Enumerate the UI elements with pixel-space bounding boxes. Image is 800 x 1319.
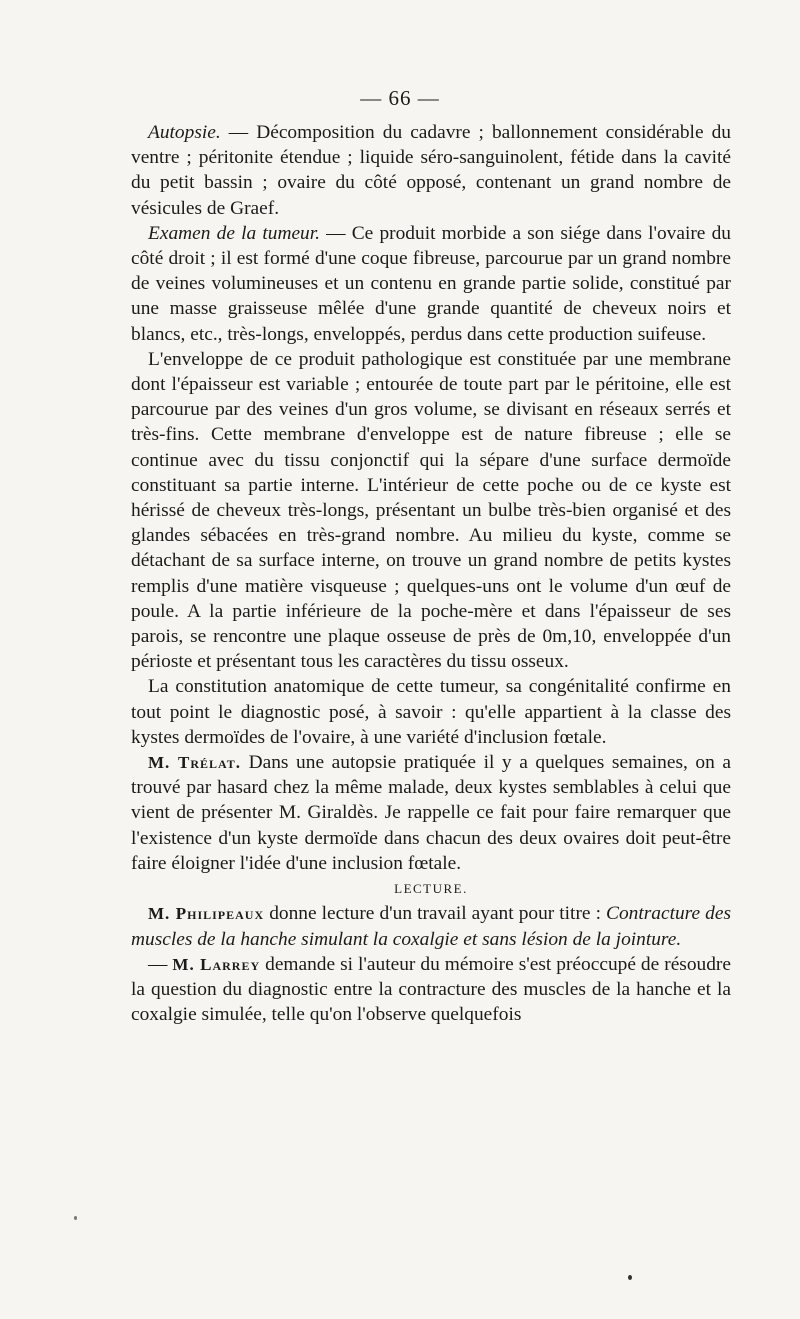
work-title: Contracture des muscles de la hanche simulant la coxalgie et sans lésion de la jointure. [131,903,731,950]
philipeaux-text: donne lecture d'un travail ayant pour titre : [264,903,607,925]
ink-speck [74,1216,77,1220]
autopsy-text: — Décomposition du cadavre ; ballonnement considérable du ventre ; péritonite étendue ; liquide séro-sanguinolent, fétide dans la cavité du petit bassin ; ovaire du côté opposé, contenant un grand nombre de vésicules de Graef. [131,122,731,219]
paragraph-constitution: La constitution anatomique de cette tumeur, sa congénitalité confirme en tout point le diagnostic posé, à savoir : qu'elle appartient à la classe des kystes dermoïdes de l'ovaire, à une variété d'inclusion fœtale. [131,676,731,748]
body-text [131,120,731,1027]
paragraph-philipeaux [131,901,731,951]
autopsy-label: Autopsie. [148,122,221,143]
tumor-exam-text: — Ce produit morbide a son siége dans l'ovaire du côté droit ; il est formé d'une coque fibreuse, parcourue par un grand nombre de veines volumineuses et un contenu en grande partie solide, constitué par une masse graisseuse mêlée d'une grande quantité de cheveux noirs et blancs, etc., très-longs, enveloppés, perdus dans cette production suifeuse. [131,222,731,345]
section-heading-lecture: LECTURE. [394,881,468,897]
paragraph-trelat [131,750,731,876]
tumor-exam-label: Examen de la tumeur. [148,222,320,244]
speaker-larrey: M. Larrey [172,954,261,974]
trelat-text: Dans une autopsie pratiquée il y a quelques semaines, on a trouvé par hasard chez la même malade, deux kystes semblables à celui que vient de présenter M. Giraldès. Je rappelle ce fait pour faire remarquer que l'existence d'un kyste dermoïde dans chacun des deux ovaires doit peut-être faire éloigner l'idée d'une inclusion fœtale. [131,752,732,874]
paragraph-autopsy [131,120,731,221]
paragraph-larrey [131,952,731,1028]
speaker-trelat: M. Trélat. [148,753,242,773]
ink-speck [628,1275,632,1280]
paragraph-tumor-exam [131,221,731,347]
page-number: — 66 — [360,86,440,110]
paragraph-envelope: L'enveloppe de ce produit pathologique est constituée par une membrane dont l'épaisseur est variable ; entourée de toute part par le péritoine, elle est parcourue par des veines d'un gros volume, se divisant en réseaux serrés et très-fins. Cette membrane d'enveloppe est de nature fibreuse ; elle se continue avec du tissu conjonctif qui la sépare d'une surface dermoïde constituant sa partie interne. L'intérieur de cette poche ou de ce kyste est hérissé de cheveux très-longs, présentant un bulbe très-bien organisé et des glandes sébacées en très-grand nombre. Au milieu du kyste, comme se détachant de sa surface interne, on trouve un grand nombre de petits kystes remplis d'une matière visqueuse ; quelques-uns ont le volume d'un œuf de poule. A la partie inférieure de la poche-mère et dans l'épaisseur de ses parois, se rencontre une plaque osseuse de près de 0m,10, enveloppée d'un périoste et présentant tous les caractères du tissu osseux. [131,348,731,673]
larrey-text: demande si l'auteur du mémoire s'est préoccupé de résoudre la question du diagnostic entre la contracture des muscles de la hanche et la coxalgie simulée, telle qu'on l'observe quelquefois [131,953,731,1026]
speaker-philipeaux: M. Philipeaux [148,904,265,924]
larrey-dash: — [148,953,173,975]
